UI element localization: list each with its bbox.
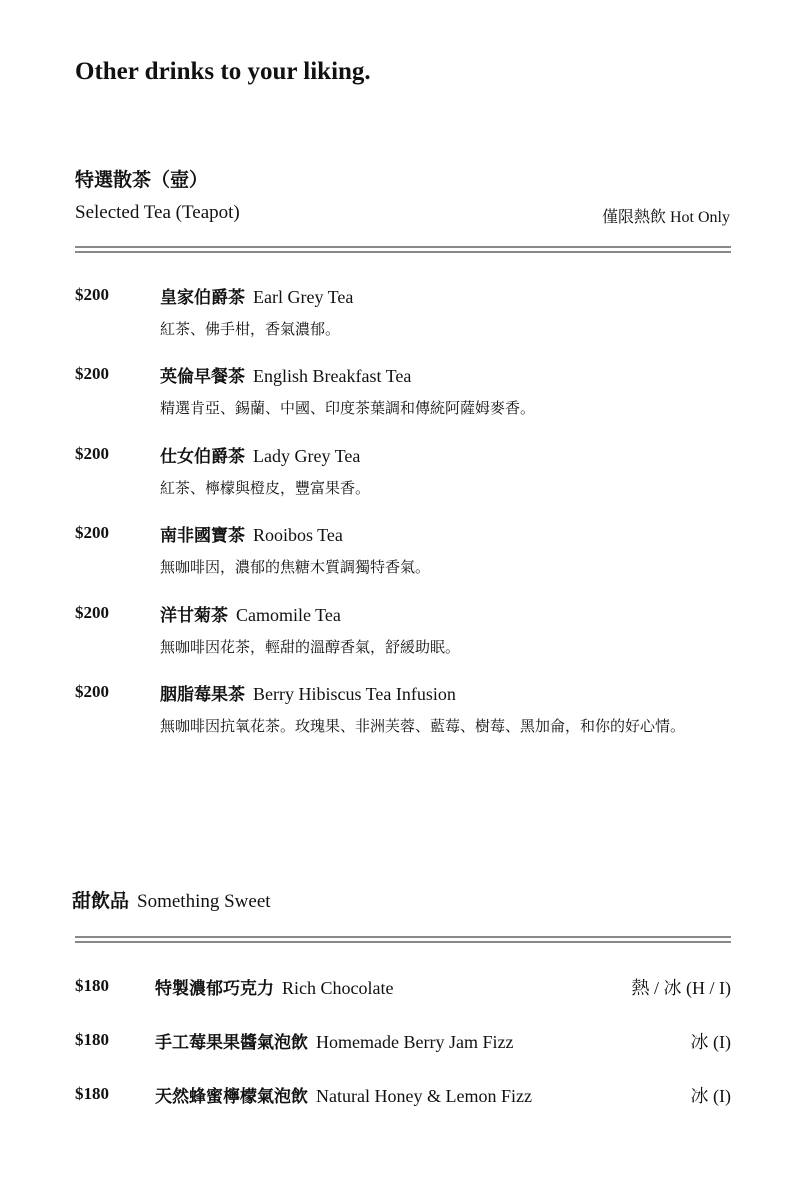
item-price: $200: [75, 603, 109, 622]
sweet-heading-zh: 甜飲品: [72, 890, 130, 912]
item-name-en: Rooibos Tea: [253, 525, 343, 545]
item-name: [155, 1028, 513, 1053]
item-temperature: 冰 (I): [690, 1032, 731, 1052]
item-price: $200: [75, 682, 109, 701]
hot-only-note: 僅限熱飲 Hot Only: [601, 209, 730, 226]
section-divider: [75, 936, 731, 943]
sweet-heading: [72, 886, 271, 913]
item-name-en: Berry Hibiscus Tea Infusion: [253, 684, 456, 704]
item-name: [160, 283, 353, 308]
page-title: Other drinks to your liking.: [75, 58, 371, 85]
item-name-zh: 皇家伯爵茶: [160, 288, 245, 308]
item-name: [160, 601, 341, 626]
tea-heading-en: Selected Tea (Teapot): [75, 202, 240, 223]
item-name-zh: 仕女伯爵茶: [160, 447, 245, 467]
item-price: $200: [75, 285, 109, 304]
item-name-zh: 胭脂莓果茶: [160, 685, 245, 705]
item-name: [155, 974, 393, 999]
item-name: [160, 362, 411, 387]
item-price: $180: [75, 976, 109, 995]
section-divider: [75, 246, 731, 253]
item-name-en: Homemade Berry Jam Fizz: [316, 1032, 514, 1052]
item-description: 紅茶、檸檬與橙皮，豐富果香。: [160, 479, 371, 497]
item-price: $180: [75, 1030, 109, 1049]
item-name: [160, 442, 360, 467]
item-name-en: English Breakfast Tea: [253, 366, 412, 386]
item-temperature: 熱 / 冰 (H / I): [631, 978, 731, 998]
item-temperature: 冰 (I): [690, 1086, 731, 1106]
item-name-zh: 南非國寶茶: [160, 526, 245, 546]
item-price: $200: [75, 364, 109, 383]
item-name-zh: 英倫早餐茶: [160, 367, 245, 387]
item-name: [160, 680, 456, 705]
item-price: $200: [75, 523, 109, 542]
item-name-en: Lady Grey Tea: [253, 446, 361, 466]
item-name-en: Natural Honey & Lemon Fizz: [316, 1086, 532, 1106]
item-description: 無咖啡因花茶，輕甜的溫醇香氣，舒緩助眠。: [160, 638, 461, 656]
item-name-en: Rich Chocolate: [282, 978, 394, 998]
tea-heading-zh: 特選散茶（壺）: [75, 169, 209, 191]
item-description: 無咖啡因，濃郁的焦糖木質調獨特香氣。: [160, 558, 431, 576]
item-name: [160, 521, 343, 546]
item-description: 無咖啡因抗氧花茶。玫瑰果、非洲芙蓉、藍莓、樹莓、黑加侖，和你的好心情。: [160, 717, 686, 735]
item-name-en: Camomile Tea: [236, 605, 341, 625]
item-name-zh: 天然蜂蜜檸檬氣泡飲: [155, 1087, 308, 1107]
item-description: 精選肯亞、錫蘭、中國、印度茶葉調和傳統阿薩姆麥香。: [160, 399, 536, 417]
item-name-zh: 特製濃郁巧克力: [155, 979, 274, 999]
item-name: [155, 1082, 532, 1107]
item-name-zh: 洋甘菊茶: [160, 606, 228, 626]
sweet-heading-en: Something Sweet: [137, 891, 271, 912]
item-price: $180: [75, 1084, 109, 1103]
item-price: $200: [75, 444, 109, 463]
item-description: 紅茶、佛手柑，香氣濃郁。: [160, 320, 341, 338]
item-name-en: Earl Grey Tea: [253, 287, 354, 307]
item-name-zh: 手工莓果果醬氣泡飲: [155, 1033, 308, 1053]
